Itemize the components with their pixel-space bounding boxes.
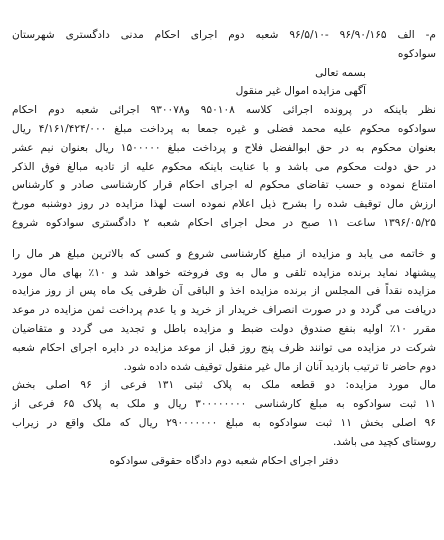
column-gap — [12, 233, 436, 245]
body-line: مقرر ۱۰٪ اولیه بنفع صندوق دولت ضبط و مزایده باطل و تجدید می گردد و متقاضیان — [12, 322, 436, 335]
body-line: دوم حاضر تا ترتیب بازدید آنان از مال غیر منقول توقیف شده داده شود. — [123, 360, 436, 373]
body-line: دریافت می گردد و در صورت انصراف خریدار از خرید و یا عدم پرداخت ثمن مزایده در موعد — [12, 304, 436, 317]
body-line: بعنوان محکوم به در حق ابوالفضل فلاح و پرداخت مبلغ ۱۵۰۰۰۰۰ ریال بعنوان نیم عشر — [12, 141, 436, 154]
body-line: و خاتمه می یابد و مزایده از مبلغ کارشناسی شروع و کسی که بالاترین مبلغ هر مال را — [12, 247, 436, 260]
basmala: بسمه تعالی — [315, 66, 366, 79]
body-line: در حق دولت محکوم می باشد و با عنایت باینکه محکوم علیه از تادیه مبالغ فوق الذکر — [12, 160, 436, 173]
notice-title: آگهی مزایده اموال غیر منقول — [235, 85, 366, 98]
body-line: ۱۳۹۶/۰۵/۲۵ ساعت ۱۱ صبح در محل اجرای احکام شعبه ۲ دادگستری سوادکوه شروع — [12, 216, 436, 229]
signature: دفتر اجرای احکام شعبه دوم دادگاه حقوقی سوادکوه — [109, 454, 339, 467]
property-line: روستای کچید می باشد. — [332, 435, 436, 448]
body-line: سوادکوه محکوم علیه محمد فضلی و غیره جمعا به پرداخت مبلغ ۴/۱۶۱/۴۲۴/۰۰۰ ریال — [12, 122, 436, 135]
property-line: مال مورد مزایده: دو قطعه ملک به پلاک ثبتی ۱۳۱ فرعی از ۹۶ اصلی بخش — [12, 379, 436, 392]
notice-header-line-1: م- الف ۹۶/۹۰/۱۶۵ -۹۶/۵/۱۰ شعبه دوم اجرای احکام مدنی دادگستری شهرستان — [12, 29, 436, 41]
body-line: شرکت در مزایده می توانند ظرف پنج روز قبل از موعد مزایده در دایره اجرای احکام شعبه — [12, 341, 436, 354]
body-line: مزایده نقداً فی المجلس از برنده مزایده اخذ و الباقی آن ظرفی یک ماه پس از روز مزایده — [12, 285, 436, 298]
property-line: ۹۶ اصلی بخش ۱۱ ثبت سوادکوه به مبلغ ۲۹۰۰۰۰۰۰۰ ریال که ملک واقع در زیراب — [12, 416, 436, 429]
notice-header-line-2: سوادکوه — [397, 47, 436, 60]
body-line: نظر باینکه در پرونده اجرائی کلاسه ۹۵۰۱۰۸ و۹۳۰۰۷۸ اجرائی شعبه دوم احکام — [12, 104, 436, 117]
property-line: ۱۱ ثبت سوادکوه به مبلغ کارشناسی ۳۰۰۰۰۰۰۰۰ ریال و ملک به پلاک ۶۵ فرعی از — [12, 398, 436, 411]
body-line: پیشنهاد نماید برنده مزایده تلقی و مال به وی فروخته خواهد شد و ۱۰٪ بهای مال مورد — [12, 266, 436, 279]
body-line: امتناع نموده و حسب تقاضای محکوم له اجرای احکام قرار کارشناسی صادر و کارشناس — [12, 179, 436, 192]
body-line: ارزش مال توقیف شده را بشرح ذیل اعلام نموده است لهذا مزایده در روز دوشنبه مورخ — [12, 198, 436, 211]
